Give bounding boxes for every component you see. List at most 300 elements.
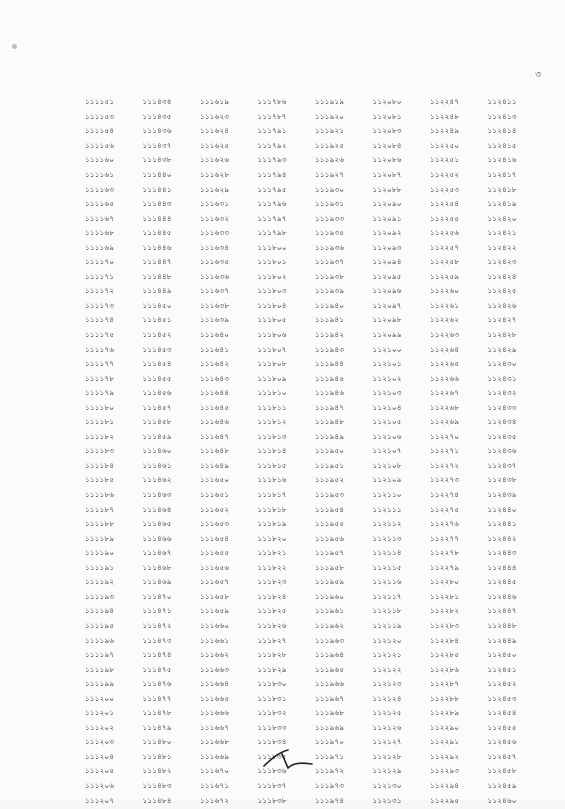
table-row	[85, 692, 545, 707]
table-cell: ১১১১৯৪	[85, 606, 115, 616]
table-cell: ১১১৪৬২	[142, 475, 172, 485]
table-cell: ১১২১২৮	[372, 751, 402, 761]
table-row	[85, 649, 545, 664]
table-cell: ১১১৮২৪	[257, 591, 287, 601]
table-cell: ১১২৪৫৫	[487, 722, 517, 732]
table-cell: ১১২৪৩৭	[487, 460, 517, 470]
table-cell: ১১২১১৫	[372, 562, 402, 572]
table-row	[85, 169, 545, 184]
table-cell: ১১১৯৬৪	[315, 650, 345, 660]
table-cell: ১১২৪৪৯	[487, 635, 517, 645]
table-cell: ১১২০৯৮	[372, 315, 402, 325]
table-cell: ১১১১৮৫	[85, 475, 115, 485]
table-cell: ১১১৪৪৫	[142, 228, 172, 238]
table-cell: ১১১৪৬৮	[142, 562, 172, 572]
table-cell: ১১১৬৫৩	[200, 519, 230, 529]
table-cell: ১১২৪৪৪	[487, 562, 517, 572]
table-cell: ১১১৬৬৪	[200, 679, 230, 689]
table-row	[85, 532, 545, 547]
table-cell: ১১১৯৬২	[315, 620, 345, 630]
table-row	[85, 183, 545, 198]
table-cell: ১১২৪২৮	[487, 330, 517, 340]
table-cell: ১১২০৮৮	[372, 184, 402, 194]
table-cell: ১১২৪৫১	[487, 664, 517, 674]
table-row	[85, 503, 545, 518]
table-cell: ১১২৪৩০	[487, 359, 517, 369]
table-cell: ১১১৬২৫	[200, 140, 230, 150]
table-cell: ১১২২৪৯	[430, 126, 460, 136]
table-cell: ১১২১১৬	[372, 577, 402, 587]
table-cell: ১১২৪৫৭	[487, 751, 517, 761]
table-cell: ১১২৪৫০	[487, 650, 517, 660]
table-cell: ১১১২০২	[85, 722, 115, 732]
table-row	[85, 227, 545, 242]
table-cell: ১১১১৭৩	[85, 300, 115, 310]
table-cell: ১১১৪৫১	[142, 315, 172, 325]
table-cell: ১১১৮০২	[257, 271, 287, 281]
table-cell: ১১১৯৩৯	[315, 286, 345, 296]
table-cell: ১১২২৫৩	[430, 184, 460, 194]
table-cell: ১১২৪৪০	[487, 504, 517, 514]
table-cell: ১১১২০৬	[85, 780, 115, 790]
table-cell: ১১১৯৬৭	[315, 693, 345, 703]
table-cell: ১১১৪৭৩	[142, 635, 172, 645]
table-cell: ১১২২৮৫	[430, 650, 460, 660]
table-cell: ১১২১০৪	[372, 402, 402, 412]
table-cell: ১১১৮২৯	[257, 664, 287, 674]
table-cell: ১১১৭৯৭	[257, 213, 287, 223]
table-cell: ১১১১৭০	[85, 257, 115, 267]
table-cell: ১১২০৮৭	[372, 170, 402, 179]
table-cell: ১১২০৮০	[372, 97, 402, 107]
table-cell: ১১১৯৭০	[315, 737, 345, 747]
table-cell: ১১১৬৪০	[200, 330, 230, 340]
table-cell: ১১২১০১	[372, 359, 402, 369]
table-cell: ১১১৪৬৭	[142, 548, 172, 558]
table-cell: ১১১১৫৪	[85, 126, 115, 136]
table-cell: ১১১৬২৩	[200, 111, 230, 121]
table-cell: ১১১১৬৯	[85, 242, 115, 252]
table-row	[85, 576, 545, 591]
table-cell: ১১১৯৫৩	[315, 490, 345, 500]
table-cell: ১১১৪৮১	[142, 751, 172, 761]
table-cell: ১১১১৮৮	[85, 519, 115, 529]
table-cell: ১১১৪৭৭	[142, 693, 172, 703]
table-cell: ১১১৯৪৫	[315, 373, 345, 383]
table-cell: ১১১৬৫০	[200, 475, 230, 485]
table-cell: ১১২২৯১	[430, 737, 460, 747]
table-cell: ১১১৯৭১	[315, 751, 345, 761]
table-row	[85, 474, 545, 489]
table-cell: ১১১৬৩১	[200, 199, 230, 209]
table-cell: ১১১৪৮৩	[142, 780, 172, 790]
table-cell: ১১২১২৯	[372, 766, 402, 776]
table-cell: ১১১৮৩৪	[257, 737, 287, 747]
table-cell: ১১১১৮১	[85, 417, 115, 427]
table-cell: ১১১৪৩৭	[142, 140, 172, 150]
table-cell: ১১২১০২	[372, 373, 402, 383]
table-cell: ১১২৪৫৪	[487, 708, 517, 718]
table-cell: ১১২২৬০	[430, 286, 460, 296]
table-cell: ১১১৬৬৩	[200, 664, 230, 674]
table-cell: ১১১৮১৬	[257, 475, 287, 485]
table-cell: ১১১১৬৫	[85, 199, 115, 209]
table-cell: ১১২৪৫৯	[487, 780, 517, 790]
table-cell: ১১১৮৩৭	[257, 780, 287, 790]
table-cell: ১১১৪৬১	[142, 460, 172, 470]
table-cell: ১১২৪৩৮	[487, 475, 517, 485]
table-row	[85, 241, 545, 256]
table-cell: ১১২১১৯	[372, 620, 402, 630]
table-cell: ১১১১৮৩	[85, 446, 115, 456]
table-cell: ১১২৪৩৫	[487, 431, 517, 441]
table-cell: ১১১৪৭৫	[142, 664, 172, 674]
table-cell: ১১১৮১১	[257, 402, 287, 412]
table-cell: ১১২২৪৮	[430, 111, 460, 121]
table-cell: ১১১১৫১	[85, 97, 115, 107]
table-cell: ১১২২৫৪	[430, 199, 460, 209]
table-cell: ১১১৬৪৬	[200, 417, 230, 427]
table-cell: ১১১২০৪	[85, 751, 115, 761]
table-cell: ১১১৮১৮	[257, 504, 287, 514]
table-cell: ১১২২৮৭	[430, 679, 460, 689]
table-cell: ১১১৪৪৮	[142, 271, 172, 281]
table-cell: ১১২১০৩	[372, 388, 402, 398]
table-cell: ১১১৬৪৩	[200, 373, 230, 383]
table-cell: ১১১৬৪১	[200, 344, 230, 354]
table-cell: ১১১৯৪৪	[315, 359, 345, 369]
table-row	[85, 387, 545, 402]
number-table	[85, 96, 545, 809]
table-row	[85, 460, 545, 475]
table-cell: ১১১৬৫২	[200, 504, 230, 514]
table-cell: ১১১৪৩৬	[142, 126, 172, 136]
table-cell: ১১২৪৫৬	[487, 737, 517, 747]
table-cell: ১১২২৬৩	[430, 330, 460, 340]
table-cell: ১১১১৬৩	[85, 184, 115, 194]
table-cell: ১১২২৬৯	[430, 417, 460, 427]
table-cell: ১১১৪৫৩	[142, 344, 172, 354]
table-cell: ১১১৬৩৯	[200, 315, 230, 325]
table-cell: ১১১৯৬০	[315, 591, 345, 601]
table-cell: ১১২৪১৭	[487, 170, 517, 179]
table-cell: ১১১৮০০	[257, 242, 287, 252]
table-cell: ১১১৮১৫	[257, 460, 287, 470]
table-cell: ১১১৬৩৫	[200, 257, 230, 267]
table-cell: ১১২০৯১	[372, 213, 402, 223]
table-cell: ১১১৬৩২	[200, 213, 230, 223]
table-cell: ১১১৮৩৮	[257, 795, 287, 805]
table-row	[85, 154, 545, 169]
table-cell: ১১২২৮৪	[430, 635, 460, 645]
table-cell: ১১২২৭১	[430, 446, 460, 456]
table-cell: ১১২৪৪৫	[487, 577, 517, 587]
table-cell: ১১১৯৪৮	[315, 417, 345, 427]
table-cell: ১১১৬১৯	[200, 97, 230, 107]
table-cell: ১১১১৭৯	[85, 388, 115, 398]
table-cell: ১১২১৩০	[372, 780, 402, 790]
table-cell: ১১২১২২	[372, 664, 402, 674]
table-cell: ১১১৬২৪	[200, 126, 230, 136]
table-cell: ১১১৯৫২	[315, 475, 345, 485]
table-cell: ১১১৯৬৬	[315, 679, 345, 689]
table-cell: ১১২০৯৭	[372, 300, 402, 310]
table-row	[85, 678, 545, 693]
table-cell: ১১১৬৫৯	[200, 606, 230, 616]
table-cell: ১১১৪৫৬	[142, 388, 172, 398]
table-cell: ১১২৪২৩	[487, 257, 517, 267]
table-cell: ১১১৬৩৭	[200, 286, 230, 296]
table-cell: ১১২৪১৪	[487, 126, 517, 136]
table-cell: ১১১৯৬৯	[315, 722, 345, 732]
table-cell: ১১১১৫৩	[85, 111, 115, 121]
table-cell: ১১২৪২৫	[487, 286, 517, 296]
table-row	[85, 416, 545, 431]
table-cell: ১১১৬৭১	[200, 780, 230, 790]
table-cell: ১১২২৭০	[430, 431, 460, 441]
table-row	[85, 605, 545, 620]
table-cell: ১১১৯৬৮	[315, 708, 345, 718]
table-cell: ১১২২৬১	[430, 300, 460, 310]
table-cell: ১১১৮১৪	[257, 446, 287, 456]
table-cell: ১১১২০৫	[85, 766, 115, 776]
table-cell: ১১১২০৭	[85, 795, 115, 805]
table-cell: ১১২৪৩৪	[487, 417, 517, 427]
table-cell: ১১২৪৩৬	[487, 446, 517, 456]
table-cell: ১১১৬৬৭	[200, 722, 230, 732]
table-cell: ১১১৬৬২	[200, 650, 230, 660]
table-cell: ১১২৪১৮	[487, 184, 517, 194]
table-cell: ১১১৮২৫	[257, 606, 287, 616]
table-cell: ১১১৪৮০	[142, 737, 172, 747]
table-cell: ১১১৮৩৬	[257, 766, 287, 776]
table-cell: ১১২০৮৪	[372, 140, 402, 150]
table-cell: ১১১৭৯২	[257, 140, 287, 150]
table-cell: ১১২১০৭	[372, 446, 402, 456]
table-cell: ১১২১০৯	[372, 475, 402, 485]
table-cell: ১১১২০০	[85, 693, 115, 703]
table-row	[85, 256, 545, 271]
table-cell: ১১১৮২৭	[257, 635, 287, 645]
table-cell: ১১১৬৭২	[200, 795, 230, 805]
table-cell: ১১১২০১	[85, 708, 115, 718]
table-cell: ১১১৬৭০	[200, 766, 230, 776]
table-cell: ১১২১২৪	[372, 693, 402, 703]
table-cell: ১১১১৬৮	[85, 228, 115, 238]
table-cell: ১১২৪২২	[487, 242, 517, 252]
table-cell: ১১২৪২৯	[487, 344, 517, 354]
table-cell: ১১১১৯২	[85, 577, 115, 587]
table-cell: ১১২১১২	[372, 519, 402, 529]
table-row	[85, 431, 545, 446]
table-cell: ১১১৯৭৩	[315, 780, 345, 790]
table-row	[85, 780, 545, 795]
table-cell: ১১১৬৪২	[200, 359, 230, 369]
table-cell: ১১১৮২১	[257, 548, 287, 558]
table-cell: ১১১৬৬০	[200, 620, 230, 630]
table-cell: ১১২২৭৫	[430, 504, 460, 514]
table-cell: ১১২১১১	[372, 504, 402, 514]
table-cell: ১১১৮৩২	[257, 708, 287, 718]
table-cell: ১১১৬৫৭	[200, 577, 230, 587]
table-cell: ১১১১৬০	[85, 155, 115, 165]
table-row	[85, 707, 545, 722]
table-cell: ১১১৬৩৮	[200, 300, 230, 310]
table-cell: ১১১৯৩৫	[315, 228, 345, 238]
table-cell: ১১২৪২০	[487, 213, 517, 223]
table-cell: ১১১৬৫৮	[200, 591, 230, 601]
table-cell: ১১১৯৫৯	[315, 577, 345, 587]
table-cell: ১১১৯৫১	[315, 460, 345, 470]
table-cell: ১১২১১৩	[372, 533, 402, 543]
table-cell: ১১২০৯০	[372, 199, 402, 209]
table-cell: ১১২১১৪	[372, 548, 402, 558]
table-cell: ১১২২৫৭	[430, 242, 460, 252]
table-cell: ১১১৮১৯	[257, 519, 287, 529]
table-row	[85, 562, 545, 577]
table-cell: ১১১৬৬১	[200, 635, 230, 645]
table-cell: ১১২১২১	[372, 650, 402, 660]
table-cell: ১১২৪৫৮	[487, 766, 517, 776]
table-cell: ১১২২৭২	[430, 460, 460, 470]
table-cell: ১১১৪৬৬	[142, 533, 172, 543]
table-cell: ১১১১৯৫	[85, 620, 115, 630]
table-cell: ১১১৬৩৬	[200, 271, 230, 281]
table-cell: ১১২২৮৮	[430, 693, 460, 703]
table-cell: ১১২৪৩১	[487, 373, 517, 383]
table-cell: ১১২০৮৩	[372, 126, 402, 136]
table-cell: ১১২৪৬০	[487, 795, 517, 805]
table-cell: ১১১৪৭৯	[142, 722, 172, 732]
table-cell: ১১১৯৩০	[315, 184, 345, 194]
table-cell: ১১১৮০৬	[257, 330, 287, 340]
table-cell: ১১১৪৬৪	[142, 504, 172, 514]
table-cell: ১১১১৭৫	[85, 330, 115, 340]
table-row	[85, 620, 545, 635]
table-cell: ১১১৭৯৮	[257, 228, 287, 238]
table-cell: ১১১১৭৪	[85, 315, 115, 325]
table-cell: ১১২২৯৩	[430, 766, 460, 776]
table-cell: ১১২৪৩৯	[487, 490, 517, 500]
table-cell: ১১২৪৩২	[487, 388, 517, 398]
table-cell: ১১১৪৪০	[142, 170, 172, 179]
table-cell: ১১১৪৪৩	[142, 199, 172, 209]
table-cell: ১১১৯৩৭	[315, 257, 345, 267]
table-cell: ১১১৯৬১	[315, 606, 345, 616]
table-row	[85, 547, 545, 562]
table-cell: ১১১১৮০	[85, 402, 115, 412]
table-cell: ১১১৬৬৮	[200, 737, 230, 747]
table-cell: ১১১৭৮৬	[257, 97, 287, 107]
table-cell: ১১২২৯০	[430, 722, 460, 732]
table-cell: ১১২২৫৫	[430, 213, 460, 223]
table-cell: ১১১৮৩১	[257, 693, 287, 703]
table-row	[85, 401, 545, 416]
table-cell: ১১১৯৭২	[315, 766, 345, 776]
table-cell: ১১১৪৩৪	[142, 97, 172, 107]
table-row	[85, 314, 545, 329]
table-cell: ১১২০৯৫	[372, 271, 402, 281]
table-cell: ১১১৬৪৮	[200, 446, 230, 456]
table-cell: ১১১৬৫৪	[200, 533, 230, 543]
table-cell: ১১১৬২৯	[200, 184, 230, 194]
table-cell: ১১১১৯৯	[85, 679, 115, 689]
page-number: ৩	[535, 70, 541, 80]
table-cell: ১১১৮০৮	[257, 359, 287, 369]
table-cell: ১১২৪৪৩	[487, 548, 517, 558]
table-cell: ১১১৮০৭	[257, 344, 287, 354]
table-cell: ১১২২৯৫	[430, 795, 460, 805]
table-row	[85, 125, 545, 140]
table-cell: ১১২১১৮	[372, 606, 402, 616]
table-cell: ১১১৪৭৬	[142, 679, 172, 689]
table-cell: ১১২৪১৬	[487, 155, 517, 165]
table-cell: ১১১১৯৩	[85, 591, 115, 601]
table-cell: ১১২৪১১	[487, 97, 517, 107]
table-cell: ১১২২৮৬	[430, 664, 460, 674]
table-cell: ১১২৪২৪	[487, 271, 517, 281]
table-cell: ১১২২৮১	[430, 591, 460, 601]
table-cell: ১১১৪৪১	[142, 184, 172, 194]
table-cell: ১১১৪৫৪	[142, 359, 172, 369]
table-row	[85, 722, 545, 737]
table-cell: ১১১১৭৮	[85, 373, 115, 383]
table-cell: ১১২২৬২	[430, 315, 460, 325]
table-cell: ১১১১৭২	[85, 286, 115, 296]
table-cell: ১১২১৩১	[372, 795, 402, 805]
table-cell: ১১১৪৬৯	[142, 577, 172, 587]
table-cell: ১১১৭৯৩	[257, 155, 287, 165]
table-cell: ১১১৯৪৯	[315, 431, 345, 441]
table-cell: ১১১৯৭৪	[315, 795, 345, 805]
table-cell: ১১১৯৩৩	[315, 213, 345, 223]
table-cell: ১১১৪৭৮	[142, 708, 172, 718]
table-row	[85, 358, 545, 373]
table-cell: ১১২২৫১	[430, 155, 460, 165]
table-cell: ১১১৪৭১	[142, 606, 172, 616]
handwritten-signature-icon	[258, 746, 318, 774]
table-cell: ১১১৮১৭	[257, 490, 287, 500]
table-cell: ১১১৭৯৪	[257, 170, 287, 179]
table-cell: ১১১৯২৬	[315, 155, 345, 165]
table-cell: ১১২৪৪১	[487, 519, 517, 529]
table-cell: ১১১৪৫৭	[142, 402, 172, 412]
table-cell: ১১১৯৬৩	[315, 635, 345, 645]
table-cell: ১১১৮১২	[257, 417, 287, 427]
table-cell: ১১১৬৪৪	[200, 388, 230, 398]
table-cell: ১১২১২৫	[372, 708, 402, 718]
table-cell: ১১১৪৩৮	[142, 155, 172, 165]
table-cell: ১১২১০৫	[372, 417, 402, 427]
table-cell: ১১২২৮৯	[430, 708, 460, 718]
table-cell: ১১১৪৫২	[142, 330, 172, 340]
table-cell: ১১১৯৫৮	[315, 562, 345, 572]
table-cell: ১১২১০৬	[372, 431, 402, 441]
table-cell: ১১১৪৪৭	[142, 257, 172, 267]
table-cell: ১১২৪১৫	[487, 140, 517, 150]
table-cell: ১১২২৬৮	[430, 402, 460, 412]
table-cell: ১১২১০৮	[372, 460, 402, 470]
table-cell: ১১২১২৬	[372, 722, 402, 732]
table-cell: ১১১৬৫৫	[200, 548, 230, 558]
table-cell: ১১১৮৩৫	[257, 751, 287, 761]
table-cell: ১১১৯৩১	[315, 199, 345, 209]
table-cell: ১১১৪৬০	[142, 446, 172, 456]
table-cell: ১১২১১০	[372, 490, 402, 500]
table-cell: ১১১৯৫০	[315, 446, 345, 456]
table-cell: ১১২০৮১	[372, 111, 402, 121]
table-cell: ১১১৬৬৫	[200, 693, 230, 703]
